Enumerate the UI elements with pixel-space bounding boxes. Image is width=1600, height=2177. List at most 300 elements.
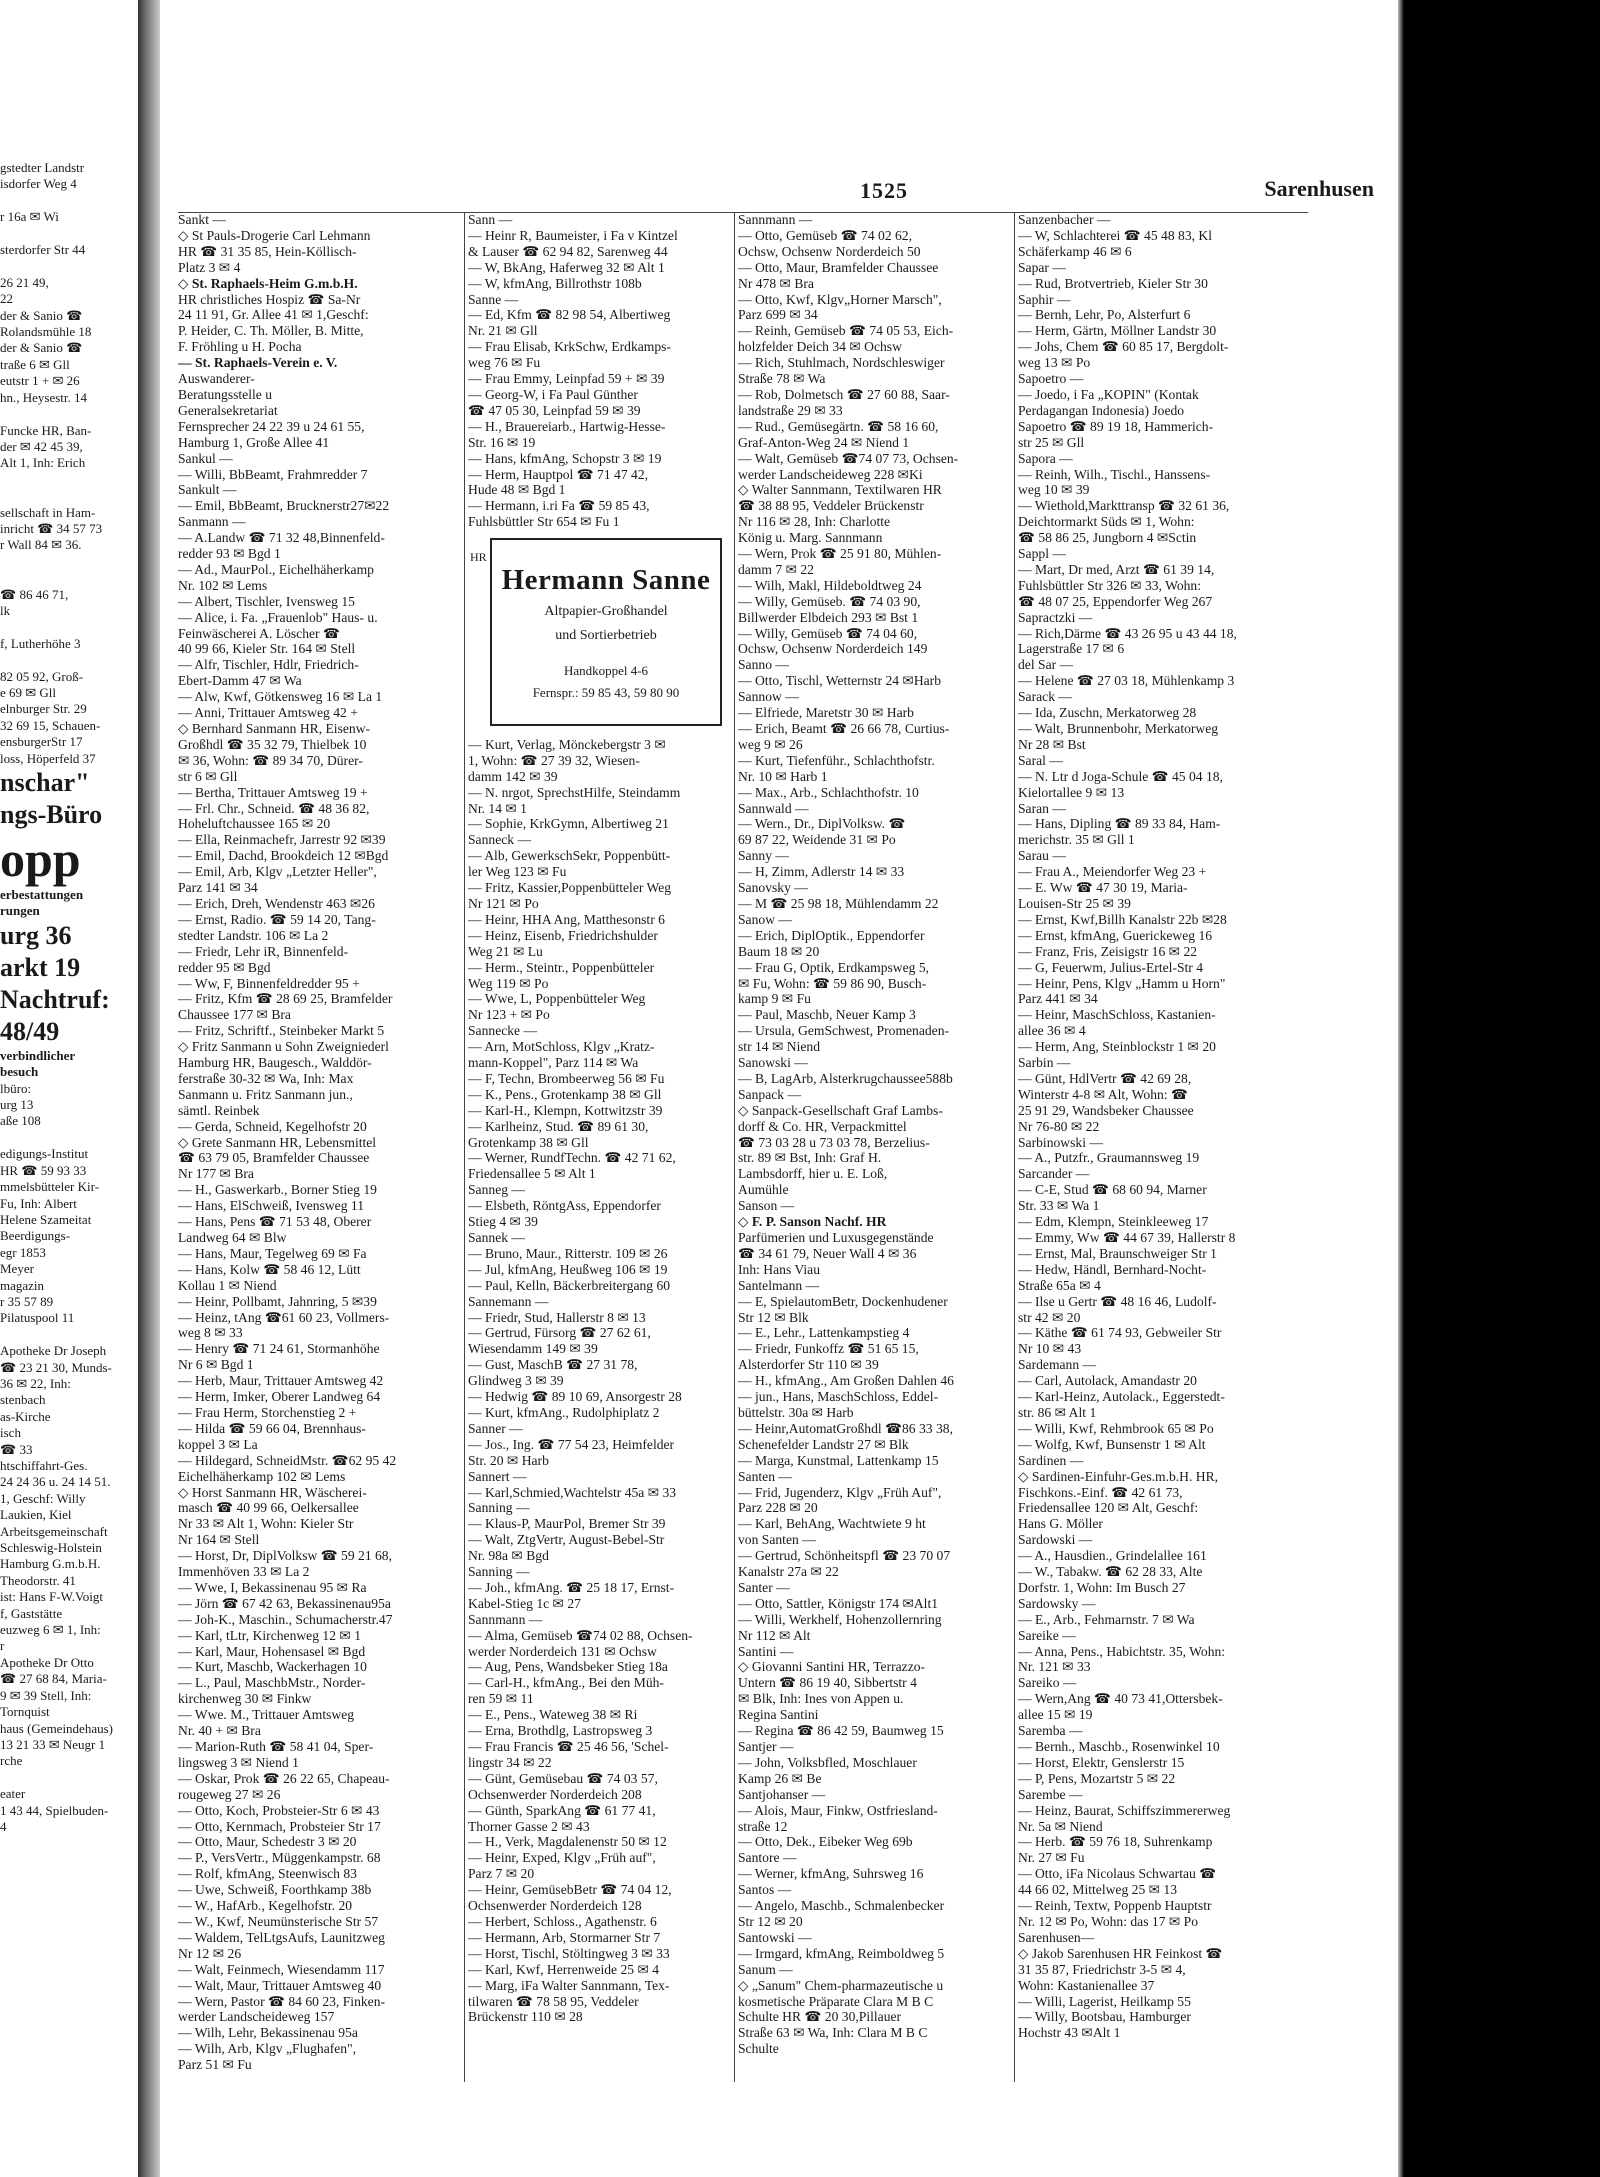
directory-surname-heading: Sankt — [178,212,226,227]
directory-entry: — Aug, Pens, Wandsbeker Stieg 18a [468,1659,668,1675]
directory-entry: Parz 51 ✉ Fu [178,2057,252,2073]
directory-entry: Alsterdorfer Str 110 ✉ 39 [738,1357,879,1373]
directory-entry: Nr 123 + ✉ Po [468,1007,550,1023]
directory-entry: — Frau A., Meiendorfer Weg 23 + [1018,864,1207,880]
directory-surname-heading: Sannmann — [468,1611,543,1627]
directory-entry: HR christliches Hospiz ☎ Sa-Nr [178,291,361,307]
text-line: 4 [0,1818,7,1834]
directory-entry: Lagerstraße 17 ✉ 6 [1018,641,1125,657]
directory-entry: — H., kfmAng., Am Großen Dahlen 46 [738,1373,954,1389]
directory-entry: Nr. 121 ✉ 33 [1018,1659,1091,1675]
directory-entry: dorff & Co. HR, Verpackmittel [738,1118,907,1134]
directory-entry: — Wilh, Arb, Klgv „Flughafen", [178,2041,357,2057]
directory-surname-heading: Santos — [738,1882,792,1898]
text-line: aße 108 [0,1113,41,1129]
text-line: mmelsbütteler Kir- [0,1179,100,1195]
directory-entry: ren 59 ✉ 11 [468,1691,534,1707]
directory-entry: — Albert, Tischler, Ivensweg 15 [178,593,355,609]
directory-entry: — Jul, kfmAng, Heußweg 106 ✉ 19 [468,1261,668,1277]
directory-entry: — Elsbeth, RöntgAss, Eppendorfer [468,1198,661,1214]
directory-entry: — Joedo, i Fa „KOPIN" (Kontak [1018,386,1199,402]
directory-entry: Parz 699 ✉ 34 [738,307,818,323]
directory-surname-heading: Sanneg — [468,1182,526,1198]
directory-entry: Weg 119 ✉ Po [468,975,549,991]
text-line: ☎ 86 46 71, [0,586,69,602]
directory-entry: Schäferkamp 46 ✉ 6 [1018,243,1132,259]
text-line: Beerdigungs- [0,1228,71,1244]
directory-entry: Kielortallee 9 ✉ 13 [1018,784,1125,800]
directory-entry: Nr 12 ✉ 26 [178,1945,242,1961]
text-line: r [0,1638,5,1654]
text-line: ☎ 33 [0,1441,33,1457]
directory-entry: Ochsw, Ochsenw Norderdeich 50 [738,243,921,259]
text-line: f, Lutherhöhe 3 [0,635,81,651]
directory-entry: — Ella, Reinmachefr, Jarrestr 92 ✉39 [178,832,386,848]
directory-entry: — Frau Francis ☎ 25 46 56, 'Schel- [468,1739,669,1754]
directory-entry: damm 7 ✉ 22 [738,561,814,577]
directory-entry: Kanalstr 27a ✉ 22 [738,1564,839,1580]
text-line: r Wall 84 ✉ 36. [0,537,82,553]
directory-surname-heading: Santjer — [738,1739,794,1754]
directory-entry: — Horst, Tischl, Stöltingweg 3 ✉ 33 [468,1945,670,1961]
directory-surname-heading: Sardemann — [1018,1357,1097,1373]
directory-entry: — Uwe, Schweiß, Foorthkamp 38b [178,1882,372,1898]
directory-entry: Friedensallee 120 ✉ Alt, Geschf: [1018,1500,1199,1516]
directory-surname-heading: Sanny — [738,848,789,864]
directory-entry: kamp 9 ✉ Fu [738,991,811,1007]
directory-entry: — Marga, Kunstmal, Lattenkamp 15 [738,1452,939,1468]
directory-surname-heading: Sarenhusen— [1018,1929,1095,1945]
text-line: isch [0,1425,21,1441]
advert-name: Hermann Sanne [501,564,711,596]
directory-entry: — Hans, Dipling ☎ 89 33 84, Ham- [1018,816,1221,832]
directory-entry: — F, Techn, Brombeerweg 56 ✉ Fu [468,1070,665,1086]
directory-entry: — Emmy, Ww ☎ 44 67 39, Hallerstr 8 [1018,1230,1236,1245]
directory-entry: HR ☎ 31 35 85, Hein-Köllisch- [178,243,357,259]
directory-entry: — Emil, BbBeamt, Brucknerstr27✉22 [178,498,390,514]
directory-entry: merichstr. 35 ✉ Gll 1 [1018,832,1135,848]
directory-firm-entry: ◇ Fritz Sanmann u Sohn Zweigniederl [178,1039,389,1055]
advert-line: Altpapier-Großhandel [544,604,668,619]
directory-entry: — Hermann, i.ri Fa ☎ 59 85 43, [468,498,650,514]
directory-entry: Nr 164 ✉ Stell [178,1532,260,1548]
directory-entry: — Hans, Maur, Tegelweg 69 ✉ Fa [178,1245,367,1261]
directory-entry: 40 99 66, Kieler Str. 164 ✉ Stell [178,641,356,657]
directory-surname-heading: Sapoetro — [1018,371,1084,387]
directory-entry: — Edm, Klempn, Steinkleeweg 17 [1018,1214,1209,1230]
directory-entry: — Klaus-P, MaurPol, Bremer Str 39 [468,1516,666,1532]
text-line: 26 21 49, [0,274,49,290]
directory-entry: — Bruno, Maur., Ritterstr. 109 ✉ 26 [468,1245,668,1261]
text-line: Apotheke Dr Joseph [0,1343,107,1359]
directory-entry: — Ernst, kfmAng, Guerickeweg 16 [1018,927,1213,943]
directory-entry: Kabel-Stieg 1c ✉ 27 [468,1595,581,1611]
directory-entry: — Jos., Ing. ☎ 77 54 23, Heimfelder [468,1436,675,1452]
directory-entry: — Karl, Kwf, Herrenweide 25 ✉ 4 [468,1961,660,1977]
directory-entry: Grotenkamp 38 ✉ Gll [468,1134,589,1150]
directory-entry: — Heinz, tAng ☎61 60 23, Vollmers- [178,1309,390,1325]
directory-entry: — W, kfmAng, Billrothstr 108b [468,275,642,291]
text-line: lbüro: [0,1080,32,1096]
directory-entry: — Hilda ☎ 59 66 04, Brennhaus- [178,1420,366,1436]
text-line: 1 43 44, Spielbuden- [0,1802,109,1818]
left-ad-line: urg 36 [0,920,72,950]
directory-entry: — Wwe. M., Trittauer Amtsweg [178,1707,355,1723]
directory-entry: werder Landscheideweg 157 [178,2009,335,2025]
directory-entry: Sanmann u. Fritz Sanmann jun., [178,1086,353,1102]
directory-column-1 [178,212,460,2073]
directory-surname-heading: Santelmann — [738,1277,820,1293]
directory-entry: — Sophie, KrkGymn, Albertiweg 21 [468,816,669,832]
directory-entry: — Ursula, GemSchwest, Promenaden- [738,1023,950,1039]
directory-entry: lingsweg 3 ✉ Niend 1 [178,1754,299,1770]
directory-entry: — Alice, i. Fa. „Frauenlob" Haus- u. [178,609,378,625]
directory-entry: — Frid, Jugenderz, Klgv „Früh Auf", [738,1484,942,1500]
directory-entry: — Herm, Hauptpol ☎ 71 47 42, [468,466,649,482]
text-line: eater [0,1786,26,1802]
directory-entry: holzfelder Deich 34 ✉ Ochsw [738,339,902,355]
left-ad-line: nschar" [0,768,90,798]
directory-entry: Landweg 64 ✉ Blw [178,1230,287,1245]
directory-entry: Parz 7 ✉ 20 [468,1866,535,1882]
directory-entry: — A.Landw ☎ 71 32 48,Binnenfeld- [178,530,385,546]
directory-entry: ☎ 58 86 25, Jungborn 4 ✉Sctin [1018,530,1197,546]
directory-firm-entry: ◇ „Sanum" Chem-pharmazeutische u [738,1977,944,1993]
directory-entry: — W., HafArb., Kegelhofstr. 20 [178,1898,353,1914]
directory-entry: — Heinr R, Baumeister, i Fa v Kintzel [468,227,678,243]
directory-entry: Str. 20 ✉ Harb [468,1452,549,1468]
directory-firm-entry: ◇ Horst Sanmann HR, Wäscherei- [178,1484,367,1500]
directory-entry: — Frl. Chr., Schneid. ☎ 48 36 82, [178,800,370,816]
directory-entry: — Kurt, Verlag, Mönckebergstr 3 ✉ [468,736,666,752]
directory-entry: — Ernst, Mal, Braunschweiger Str 1 [1018,1245,1217,1261]
directory-surname-heading: Sanner — [468,1420,523,1436]
directory-surname-heading: Sankult — [178,482,237,498]
directory-entry: — C-E, Stud ☎ 68 60 94, Marner [1018,1182,1207,1198]
text-line: stenbach [0,1392,46,1408]
directory-entry: — E., Lehr., Lattenkampstieg 4 [738,1325,910,1341]
directory-entry: — Walt, Feinmech, Wiesendamm 117 [178,1961,385,1977]
directory-entry: Inh: Hans Viau [738,1261,820,1277]
text-line: egr 1853 [0,1244,46,1260]
directory-entry: — W., Tabakw. ☎ 62 28 33, Alte [1018,1564,1203,1580]
directory-surname-heading: Sanow — [738,911,792,927]
text-line: euzweg 6 ✉ 1, Inh: [0,1622,101,1638]
directory-surname-heading: Santini — [738,1643,794,1659]
text-line: Meyer [0,1261,34,1277]
directory-surname-heading: Sardinen — [1018,1452,1084,1468]
directory-entry: — Ed, Kfm ☎ 82 98 54, Albertiweg [468,307,671,323]
directory-entry: — Hans, ElSchweiß, Ivensweg 11 [178,1198,364,1214]
directory-surname-heading: Sanum — [738,1961,793,1977]
directory-entry: — Ida, Zuschn, Merkatorweg 28 [1018,705,1197,721]
directory-entry: — Wwe, L, Poppenbütteler Weg [468,991,646,1007]
directory-entry: kosmetische Präparate Clara M B C [738,1993,934,2009]
directory-entry: werder Norderdeich 131 ✉ Ochsw [468,1643,657,1659]
directory-entry: Nr. 14 ✉ 1 [468,800,527,816]
directory-entry: — Marg, iFa Walter Sannmann, Tex- [468,1977,670,1993]
directory-entry: König u. Marg. Sannmann [738,530,883,546]
directory-entry: — Frau G, Optik, Erdkampsweg 5, [738,959,930,975]
directory-entry: Glindweg 3 ✉ 39 [468,1373,564,1389]
directory-entry: ☎ 47 05 30, Leinpfad 59 ✉ 39 [468,402,641,418]
directory-entry: — P, Pens, Mozartstr 5 ✉ 22 [1018,1770,1176,1786]
left-page-lines [0,160,136,767]
directory-entry: str 42 ✉ 20 [1018,1309,1081,1325]
directory-entry: — Fritz, Kassier,Poppenbütteler Weg [468,880,672,896]
directory-entry: Auswanderer- [178,371,255,387]
directory-surname-heading: Sanmann — [178,514,246,530]
directory-entry: — Mart, Dr med, Arzt ☎ 61 39 14, [1018,561,1215,577]
left-ad-line: ngs-Büro [0,800,103,830]
directory-entry: — Wilh, Makl, Hildeboldtweg 24 [738,577,922,593]
text-line: 32 69 15, Schauen- [0,717,101,733]
directory-entry: Fuhlsbüttler Str 326 ✉ 33, Wohn: [1018,577,1201,593]
directory-surname-heading: Sarcander — [1018,1166,1090,1182]
directory-entry: — Karl-Heinz, Autolack., Eggerstedt- [1018,1389,1225,1405]
directory-entry: Aumühle [738,1182,789,1198]
directory-entry: — Kurt, kfmAng., Rudolphiplatz 2 [468,1404,660,1420]
directory-entry: Nr. 12 ✉ Po, Wohn: das 17 ✉ Po [1018,1913,1199,1929]
directory-entry: — Heinr, MaschSchloss, Kastanien- [1018,1007,1216,1023]
directory-entry: Friedensallee 5 ✉ Alt 1 [468,1166,596,1182]
directory-entry: Eichelhäherkamp 102 ✉ Lems [178,1468,346,1484]
text-line: ☎ 23 21 30, Munds- [0,1359,112,1375]
directory-entry: — Irmgard, kfmAng, Reimboldweg 5 [738,1945,945,1961]
directory-entry: — Herm, Gärtn, Möllner Landstr 30 [1018,323,1217,339]
text-line [0,1770,136,1786]
directory-entry: 31 35 87, Friedrichstr 3-5 ✉ 4, [1018,1961,1186,1977]
directory-entry: Ochsenwerder Norderdeich 128 [468,1898,642,1914]
directory-entry: — Herm., Steintr., Poppenbütteler [468,959,655,975]
directory-entry: — A., Hausdien., Grindelallee 161 [1018,1548,1207,1564]
directory-entry: Deichtormarkt Süds ✉ 1, Wohn: [1018,514,1195,530]
directory-entry: — Alfr, Tischler, Hdlr, Friedrich- [178,657,359,673]
directory-entry: — Otto, Sattler, Königstr 174 ✉Alt1 [738,1595,939,1611]
text-line: der & Sanio ☎ [0,340,83,356]
directory-entry: Straße 63 ✉ Wa, Inh: Clara M B C [738,2025,928,2041]
text-line: 13 21 33 ✉ Neugr 1 [0,1736,106,1752]
text-line: eutstr 1 + ✉ 26 [0,373,80,389]
text-line: ☎ 27 68 84, Maria- [0,1671,107,1687]
directory-entry: — Arn, MotSchloss, Klgv „Kratz- [468,1039,655,1055]
directory-entry: sämtl. Reinbek [178,1102,260,1118]
directory-entry: — Karl-H., Klempn, Kottwitzstr 39 [468,1102,663,1118]
directory-entry: — Willy, Gemüseb. ☎ 74 03 90, [738,593,921,609]
directory-surname-heading: Sarbinowski — [1018,1134,1103,1150]
text-line: Funcke HR, Ban- [0,422,92,438]
directory-entry: Ochsenwerder Norderdeich 208 [468,1786,642,1802]
directory-entry: büttelstr. 30a ✉ Harb [738,1404,854,1420]
directory-entry: Nr. 40 + ✉ Bra [178,1723,261,1739]
directory-surname-heading: Sapractzki — [1018,609,1093,625]
directory-surname-heading: Santer — [738,1579,790,1595]
text-line [0,406,136,422]
directory-entry: ✉ 36, Wohn: ☎ 89 34 70, Dürer- [178,752,363,768]
directory-entry: ferstraße 30-32 ✉ Wa, Inh: Max [178,1070,354,1086]
directory-entry: — Rob, Dolmetsch ☎ 27 60 88, Saar- [738,386,950,402]
directory-entry: Nr. 10 ✉ Harb 1 [738,768,828,784]
directory-entry: — Otto, Maur, Bramfelder Chaussee [738,259,939,275]
directory-entry: Hoheluftchaussee 165 ✉ 20 [178,816,331,832]
directory-entry: — Otto, Tischl, Wetternstr 24 ✉Harb [738,673,941,689]
directory-entry: — Erich, DiplOptik., Eppendorfer [738,927,925,943]
directory-entry: 24 11 91, Gr. Allee 41 ✉ 1,Geschf: [178,307,369,323]
directory-entry: — Gertrud, Fürsorg ☎ 27 62 61, [468,1325,651,1341]
directory-entry: — Werner, RundfTechn. ☎ 42 71 62, [468,1150,676,1166]
directory-entry: Schulte HR ☎ 20 30,Pillauer [738,2009,902,2025]
directory-entry: — Ernst, Radio. ☎ 59 14 20, Tang- [178,911,376,927]
directory-entry: Sapoetro ☎ 89 19 18, Hammerich- [1018,418,1214,434]
left-ad-sub: erbestattungen [0,887,84,903]
text-line: haus (Gemeindehaus) [0,1720,113,1736]
directory-entry: — Wern,Ang ☎ 40 73 41,Ottersbek- [1018,1691,1223,1707]
directory-entry: Nr 6 ✉ Bgd 1 [178,1357,254,1373]
text-line: rche [0,1753,23,1769]
directory-entry: — Friedr, Stud, Hallerstr 8 ✉ 13 [468,1309,646,1325]
text-line: Schleswig-Holstein [0,1540,102,1556]
left-ad-line: arkt 19 [0,952,81,982]
directory-surname-heading: Saphir — [1018,291,1071,307]
directory-entry: Schenefelder Landstr 27 ✉ Blk [738,1436,909,1452]
directory-entry: — Ad., MaurPol., Eichelhäherkamp [178,561,374,577]
directory-entry: Brückenstr 110 ✉ 28 [468,2009,583,2025]
text-line [0,1130,136,1146]
directory-entry: — Frau Emmy, Leinpfad 59 + ✉ 39 [468,371,665,387]
column-rule [734,212,735,2082]
directory-entry: — Karl, tLtr, Kirchenweg 12 ✉ 1 [178,1627,361,1643]
directory-entry: — Willy, Gemüseb ☎ 74 04 60, [738,625,918,641]
directory-entry: Untern ☎ 86 19 40, Sibbertstr 4 [738,1675,917,1691]
directory-entry: — jun., Hans, MaschSchloss, Eddel- [738,1389,939,1405]
left-ad-sub: verbindlicher [0,1047,76,1063]
directory-surname-heading: Santore — [738,1850,797,1866]
directory-entry: ✉ Fu, Wohn: ☎ 59 86 90, Busch- [738,975,927,991]
directory-entry: Graf-Anton-Weg 24 ✉ Niend 1 [738,434,910,450]
directory-entry: Wohn: Kastanienallee 37 [1018,1977,1155,1993]
directory-surname-heading: Sarau — [1018,848,1066,864]
directory-firm-entry: ◇ Sanpack-Gesellschaft Graf Lambs- [738,1102,943,1118]
text-line: edigungs-Institut [0,1146,89,1162]
advert-line: und Sortierbetrieb [555,628,657,643]
directory-entry: — Karl, Maur, Hohensasel ✉ Bgd [178,1643,366,1659]
directory-entry: — Hans, Pens ☎ 71 53 48, Oberer [178,1214,372,1230]
directory-surname-heading: Sappl — [1018,546,1066,562]
directory-entry: Parfümerien und Luxusgegenstände [738,1230,934,1245]
directory-entry: — Anni, Trittauer Amtsweg 42 + [178,705,358,721]
directory-entry: Kamp 26 ✉ Be [738,1770,822,1786]
directory-entry: — Georg-W, i Fa Paul Günther [468,386,638,402]
directory-entry: — Günt, Gemüsebau ☎ 74 03 57, [468,1770,658,1786]
directory-entry: redder 93 ✉ Bgd 1 [178,546,281,562]
directory-entry: — E., Arb., Fehmarnstr. 7 ✉ Wa [1018,1611,1195,1627]
directory-entry: — Gust, MaschB ☎ 27 31 78, [468,1357,638,1373]
text-line: Pilatuspool 11 [0,1310,75,1326]
text-line: r 35 57 89 [0,1293,54,1309]
directory-entry: — Willy, Bootsbau, Hamburger [1018,2009,1191,2025]
directory-entry: — Frau Herm, Storchenstieg 2 + [178,1404,357,1420]
directory-entry: ☎ 34 61 79, Neuer Wall 4 ✉ 36 [738,1245,917,1261]
text-line: der & Sanio ☎ [0,307,83,323]
directory-surname-heading: Sanson — [738,1198,795,1214]
directory-entry: — Willi, BbBeamt, Frahmredder 7 [178,466,368,482]
page-number: 1525 [860,178,908,203]
directory-entry: — Günth, SparkAng ☎ 61 77 41, [468,1802,656,1818]
directory-entry: redder 95 ✉ Bgd [178,959,271,975]
directory-entry: — Reinh, Textw, Poppenb Hauptstr [1018,1898,1212,1914]
directory-entry: Großhdl ☎ 35 32 79, Thielbek 10 [178,736,367,752]
directory-entry: ☎ 48 07 25, Eppendorfer Weg 267 [1018,593,1213,609]
directory-entry: — Wiethold,Markttransp ☎ 32 61 36, [1018,498,1230,514]
directory-entry: — Herbert, Schloss., Agathenstr. 6 [468,1913,657,1929]
directory-entry: — H., Brauereiarb., Hartwig-Hesse- [468,418,666,434]
directory-entry: — Alois, Maur, Finkw, Ostfriesland- [738,1802,938,1818]
directory-entry: weg 13 ✉ Po [1018,355,1091,371]
directory-firm-entry: ◇ Walter Sannmann, Textilwaren HR [738,482,942,498]
text-line: inricht ☎ 34 57 73 [0,520,103,536]
directory-entry: — Herm, Imker, Oberer Landweg 64 [178,1389,381,1405]
directory-entry: — Ilse u Gertr ☎ 48 16 46, Ludolf- [1018,1293,1217,1309]
directory-surname-heading: Sanning — [468,1564,530,1580]
directory-entry: Lambsdorff, hier u. E. Loß, [738,1166,888,1182]
text-line: Laukien, Kiel [0,1507,72,1523]
directory-entry: — Heinz, Eisenb, Friedrichshulder [468,927,658,943]
text-line: 9 ✉ 39 Stell, Inh: [0,1687,92,1703]
directory-entry: — Erich, Dreh, Wendenstr 463 ✉26 [178,895,375,911]
text-line: loss, Höperfeld 37 [0,750,96,766]
directory-entry: — Heinr, Pens, Klgv „Hamm u Horn" [1018,975,1226,991]
directory-entry: allee 36 ✉ 4 [1018,1023,1086,1039]
directory-entry: — Kurt, Maschb, Wackerhagen 10 [178,1659,367,1675]
text-line: 22 [0,291,13,307]
directory-entry: Billwerder Elbdeich 293 ✉ Bst 1 [738,609,919,625]
directory-entry: — E., Pens., Wateweg 38 ✉ Ri [468,1707,638,1723]
directory-surname-heading: Sanno — [738,657,789,673]
directory-entry: — Alw, Kwf, Götkensweg 16 ✉ La 1 [178,689,383,705]
directory-entry: kirchenweg 30 ✉ Finkw [178,1691,312,1707]
directory-entry: allee 15 ✉ 19 [1018,1707,1093,1723]
page-header [160,170,1396,210]
directory-surname-heading: Sanpack — [738,1086,802,1102]
directory-entry: — Käthe ☎ 61 74 93, Gebweiler Str [1018,1325,1222,1341]
advert-address: Handkoppel 4-6 [563,663,649,678]
text-line [0,193,136,209]
directory-surname-heading: Sarbin — [1018,1055,1071,1071]
directory-entry: Immenhöven 33 ✉ La 2 [178,1564,310,1580]
directory-entry: Fernsprecher 24 22 39 u 24 61 55, [178,418,365,434]
text-line [0,226,136,242]
directory-entry: — Heinr, Pollbamt, Jahnring, 5 ✉39 [178,1293,377,1309]
directory-entry: — Hedwig ☎ 89 10 69, Ansorgestr 28 [468,1389,682,1405]
directory-entry: ler Weg 123 ✉ Fu [468,864,567,880]
directory-surname-heading: Sannemann — [468,1293,549,1309]
text-line: 82 05 92, Groß- [0,668,84,684]
text-line: 1, Geschf: Willy [0,1490,86,1506]
text-line: Helene Szameitat [0,1211,92,1227]
directory-entry: ✉ Blk, Inh: Ines von Appen u. [738,1691,904,1707]
text-line: Rolandsmühle 18 [0,324,92,340]
text-line: isdorfer Weg 4 [0,176,77,192]
directory-firm-entry: ◇ St. Raphaels-Heim G.m.b.H. [178,275,358,291]
directory-entry: — Otto, Gemüseb ☎ 74 02 62, [738,227,913,243]
directory-entry: Nr. 102 ✉ Lems [178,577,268,593]
text-line: Apotheke Dr Otto [0,1654,94,1670]
directory-entry: — Waldem, TelLtgsAufs, Launitzweg [178,1929,385,1945]
directory-entry: — Otto, Kwf, Klgv„Horner Marsch", [738,291,942,307]
directory-firm-entry: ◇ F. P. Sanson Nachf. HR [738,1214,887,1230]
directory-entry: Hans G. Möller [1018,1516,1103,1532]
directory-entry: — Otto, Dek., Eibeker Weg 69b [738,1834,913,1850]
